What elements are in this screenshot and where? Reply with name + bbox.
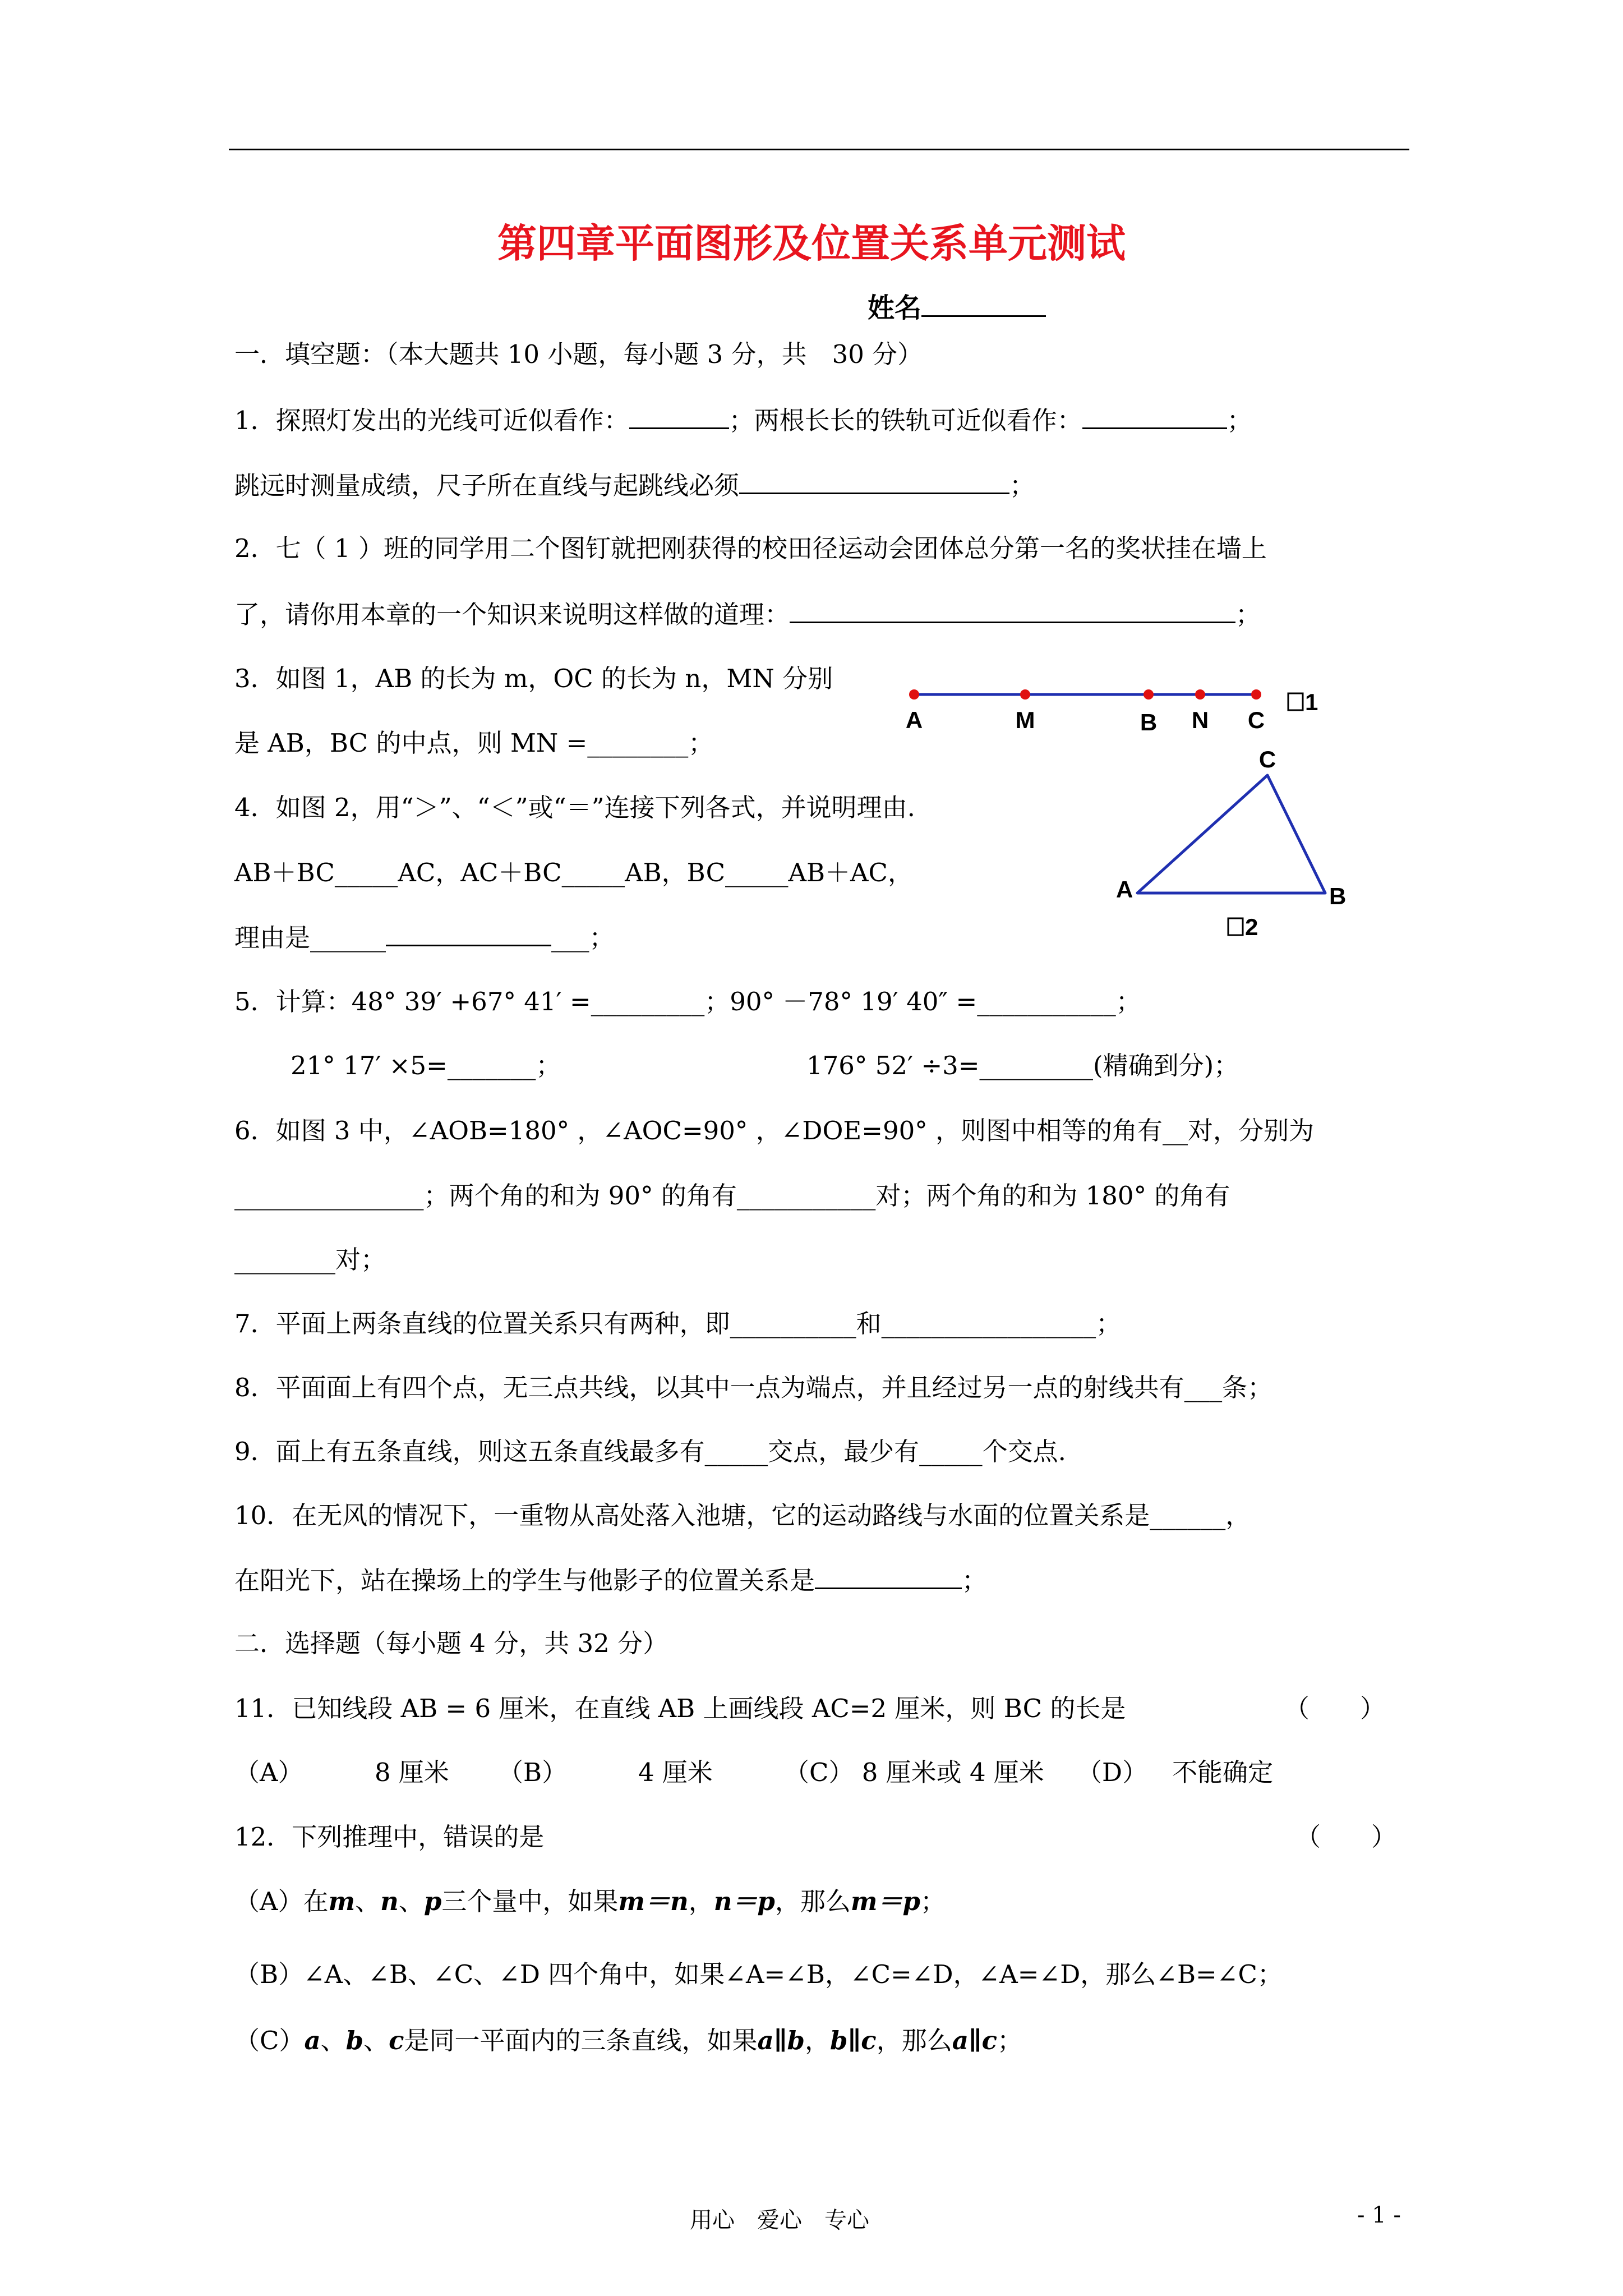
question-6-line-3: ________对； <box>234 1245 386 1274</box>
q12c-mid: 是同一平面内的三条直线，如果 <box>404 2026 758 2055</box>
q12a-mid: 三个量中，如果 <box>441 1887 619 1916</box>
q2-blank <box>790 597 1235 623</box>
figure-1 <box>897 679 1346 740</box>
question-4-line-3 <box>234 920 615 955</box>
q1-blank-3 <box>739 468 1009 494</box>
q12a-end: ； <box>920 1887 946 1916</box>
question-8: 8．平面面上有四个点，无三点共线，以其中一点为端点，并且经过另一点的射线共有___条； <box>234 1373 1273 1402</box>
question-5-line-2b: 176° 52′ ÷3=_________(精确到分)； <box>806 1051 1239 1080</box>
question-10-line-1: 10．在无风的情况下，一重物从高处落入池塘，它的运动路线与水面的位置关系是______， <box>234 1501 1251 1530</box>
fig1-point-m <box>1020 689 1030 700</box>
fig1-point-b <box>1144 689 1154 700</box>
q12c-sep-2: 、 <box>363 2026 389 2055</box>
q4-text-d: ___； <box>551 923 615 953</box>
q12-option-a <box>234 1885 946 1918</box>
question-6-line-2: _______________；两个角的和为 90° 的角有___________对；两个角的和为 180° 的角有 <box>234 1181 1230 1211</box>
q12a-eq-3: m＝p <box>850 1887 921 1916</box>
q4-text-c: 理由是______ <box>234 923 386 953</box>
fig2-triangle <box>1137 775 1325 893</box>
q11-option-d: 不能确定 <box>1172 1757 1274 1787</box>
question-12-stem: 12．下列推理中，错误的是 <box>234 1822 545 1852</box>
fig1-label-n: N <box>1191 707 1209 733</box>
q12-option-c <box>234 2024 1022 2058</box>
q1-text-b: ；两根长长的铁轨可近似看作： <box>728 406 1082 435</box>
q10-text-c: ； <box>962 1566 988 1595</box>
question-6-line-1: 6．如图 3 中，∠AOB=180° ，∠AOC=90° ，∠DOE=90° ，则图中相等的角有__对，分别为 <box>234 1116 1315 1145</box>
q12a-var-p: p <box>423 1887 442 1916</box>
q12-option-b: （B）∠A、∠B、∠C、∠D 四个角中，如果∠A=∠B，∠C=∠D，∠A=∠D，那么∠B=∠C； <box>234 1959 1283 1989</box>
fig1-label-c: C <box>1247 707 1265 733</box>
q12c-comma: ， <box>804 2026 830 2055</box>
question-3-line-2: 是 AB，BC 的中点，则 MN =________； <box>234 728 714 758</box>
q1-blank-1 <box>629 403 729 429</box>
page-title: 第四章平面图形及位置关系单元测试 <box>497 220 1126 266</box>
fig1-label-b: B <box>1140 709 1158 735</box>
q1-text-c: ； <box>1227 406 1252 435</box>
question-7: 7．平面上两条直线的位置关系只有两种，即__________和_________________； <box>234 1309 1122 1338</box>
q12a-eq-1: m＝n <box>618 1887 689 1916</box>
q12c-var-b: b <box>345 2026 364 2055</box>
name-blank <box>921 291 1046 317</box>
q11-option-d-label: （D） <box>1077 1757 1148 1787</box>
question-5-line-1: 5．计算：48° 39′ +67° 41′ =_________；90° －78° 19′ 40″ =___________； <box>234 987 1141 1016</box>
footer-motto: 用心 爱心 专心 <box>690 2207 869 2233</box>
fig1-point-n <box>1195 689 1205 700</box>
question-2-line-1: 2．七（ 1 ）班的同学用二个图钉就把刚获得的校田径运动会团体总分第一名的奖状挂在墙上 <box>234 533 1267 563</box>
q11-option-c: （C） 8 厘米或 4 厘米 <box>784 1757 1044 1787</box>
q12c-pre: （C） <box>234 2026 305 2055</box>
q12c-par-3: a∥c <box>952 2026 998 2055</box>
question-11-answer-paren: （ ） <box>1284 1694 1386 1723</box>
section-fill-in-heading: 一．填空题：（本大题共 10 小题，每小题 3 分，共 30 分） <box>234 339 923 369</box>
fig1-point-c <box>1251 689 1261 700</box>
question-2-line-2 <box>234 597 1261 632</box>
question-4-line-1: 4．如图 2，用“＞”、“＜”或“＝”连接下列各式，并说明理由. <box>234 793 915 822</box>
fig1-caption-box <box>1288 693 1303 710</box>
fig2-label-c: C <box>1258 746 1276 772</box>
q12c-var-a: a <box>304 2026 321 2055</box>
q12a-sep-2: 、 <box>398 1887 424 1916</box>
q12a-var-m: m <box>328 1887 356 1916</box>
name-field <box>868 286 1046 325</box>
q12a-eq-2: n＝p <box>713 1887 775 1916</box>
fig1-point-a <box>909 689 919 700</box>
q11-option-b-label: （B） <box>498 1757 568 1787</box>
q1-text-d: 跳远时测量成绩，尺子所在直线与起跳线必须 <box>234 471 740 500</box>
q4-blank <box>386 920 551 946</box>
q11-option-a-label: （A） <box>234 1757 303 1787</box>
fig2-label-b: B <box>1329 883 1347 909</box>
fig1-label-a: A <box>905 707 923 733</box>
question-11-stem: 11．已知线段 AB = 6 厘米，在直线 AB 上画线段 AC=2 厘米，则 BC 的长是 <box>234 1694 1126 1723</box>
fig2-label-a: A <box>1116 876 1133 903</box>
q11-option-b: 4 厘米 <box>638 1757 713 1787</box>
q12c-var-c: c <box>389 2026 404 2055</box>
question-1-line-2 <box>234 468 1035 503</box>
q12a-var-n: n <box>380 1887 399 1916</box>
fig2-caption: 2 <box>1245 914 1258 940</box>
q1-text-a: 1．探照灯发出的光线可近似看作： <box>234 406 629 435</box>
q12c-par-2: b∥c <box>830 2026 877 2055</box>
q11-option-a: 8 厘米 <box>375 1757 449 1787</box>
question-10-line-2 <box>234 1563 987 1598</box>
q12c-end: ； <box>997 2026 1023 2055</box>
q12a-sep-1: 、 <box>355 1887 381 1916</box>
q1-blank-2 <box>1082 403 1227 429</box>
fig1-caption: 1 <box>1305 689 1318 715</box>
q2-text-c: ； <box>1235 600 1261 629</box>
question-9: 9．面上有五条直线，则这五条直线最多有_____交点，最少有_____个交点. <box>234 1437 1066 1466</box>
question-5-line-2a: 21° 17′ ×5=_______； <box>291 1051 561 1080</box>
q12a-comma: ， <box>688 1887 714 1916</box>
q10-text-b: 在阳光下，站在操场上的学生与他影子的位置关系是 <box>234 1566 815 1595</box>
question-12-answer-paren: （ ） <box>1295 1822 1397 1852</box>
q12c-then: ，那么 <box>876 2026 952 2055</box>
question-1-line-1 <box>234 403 1252 438</box>
q12c-par-1: a∥b <box>757 2026 805 2055</box>
q12a-pre: （A）在 <box>234 1887 329 1916</box>
q12a-then: ，那么 <box>774 1887 851 1916</box>
page-number: - 1 - <box>1357 2202 1401 2228</box>
section-choice-heading: 二．选择题（每小题 4 分，共 32 分） <box>234 1628 668 1658</box>
fig1-label-m: M <box>1015 707 1035 733</box>
q2-text-b: 了，请你用本章的一个知识来说明这样做的道理： <box>234 600 790 629</box>
fig2-caption-box <box>1228 918 1243 935</box>
q10-blank <box>815 1563 962 1589</box>
question-4-line-2: AB＋BC_____AC，AC＋BC_____AB，BC_____AB＋AC， <box>234 858 913 887</box>
question-3-line-1: 3．如图 1，AB 的长为 m，OC 的长为 n，MN 分别 <box>234 664 833 693</box>
q12c-sep-1: 、 <box>320 2026 346 2055</box>
q1-text-e: ； <box>1009 471 1035 500</box>
figure-2 <box>1099 746 1368 954</box>
top-rule <box>229 149 1409 150</box>
name-label: 姓名 <box>868 292 922 324</box>
